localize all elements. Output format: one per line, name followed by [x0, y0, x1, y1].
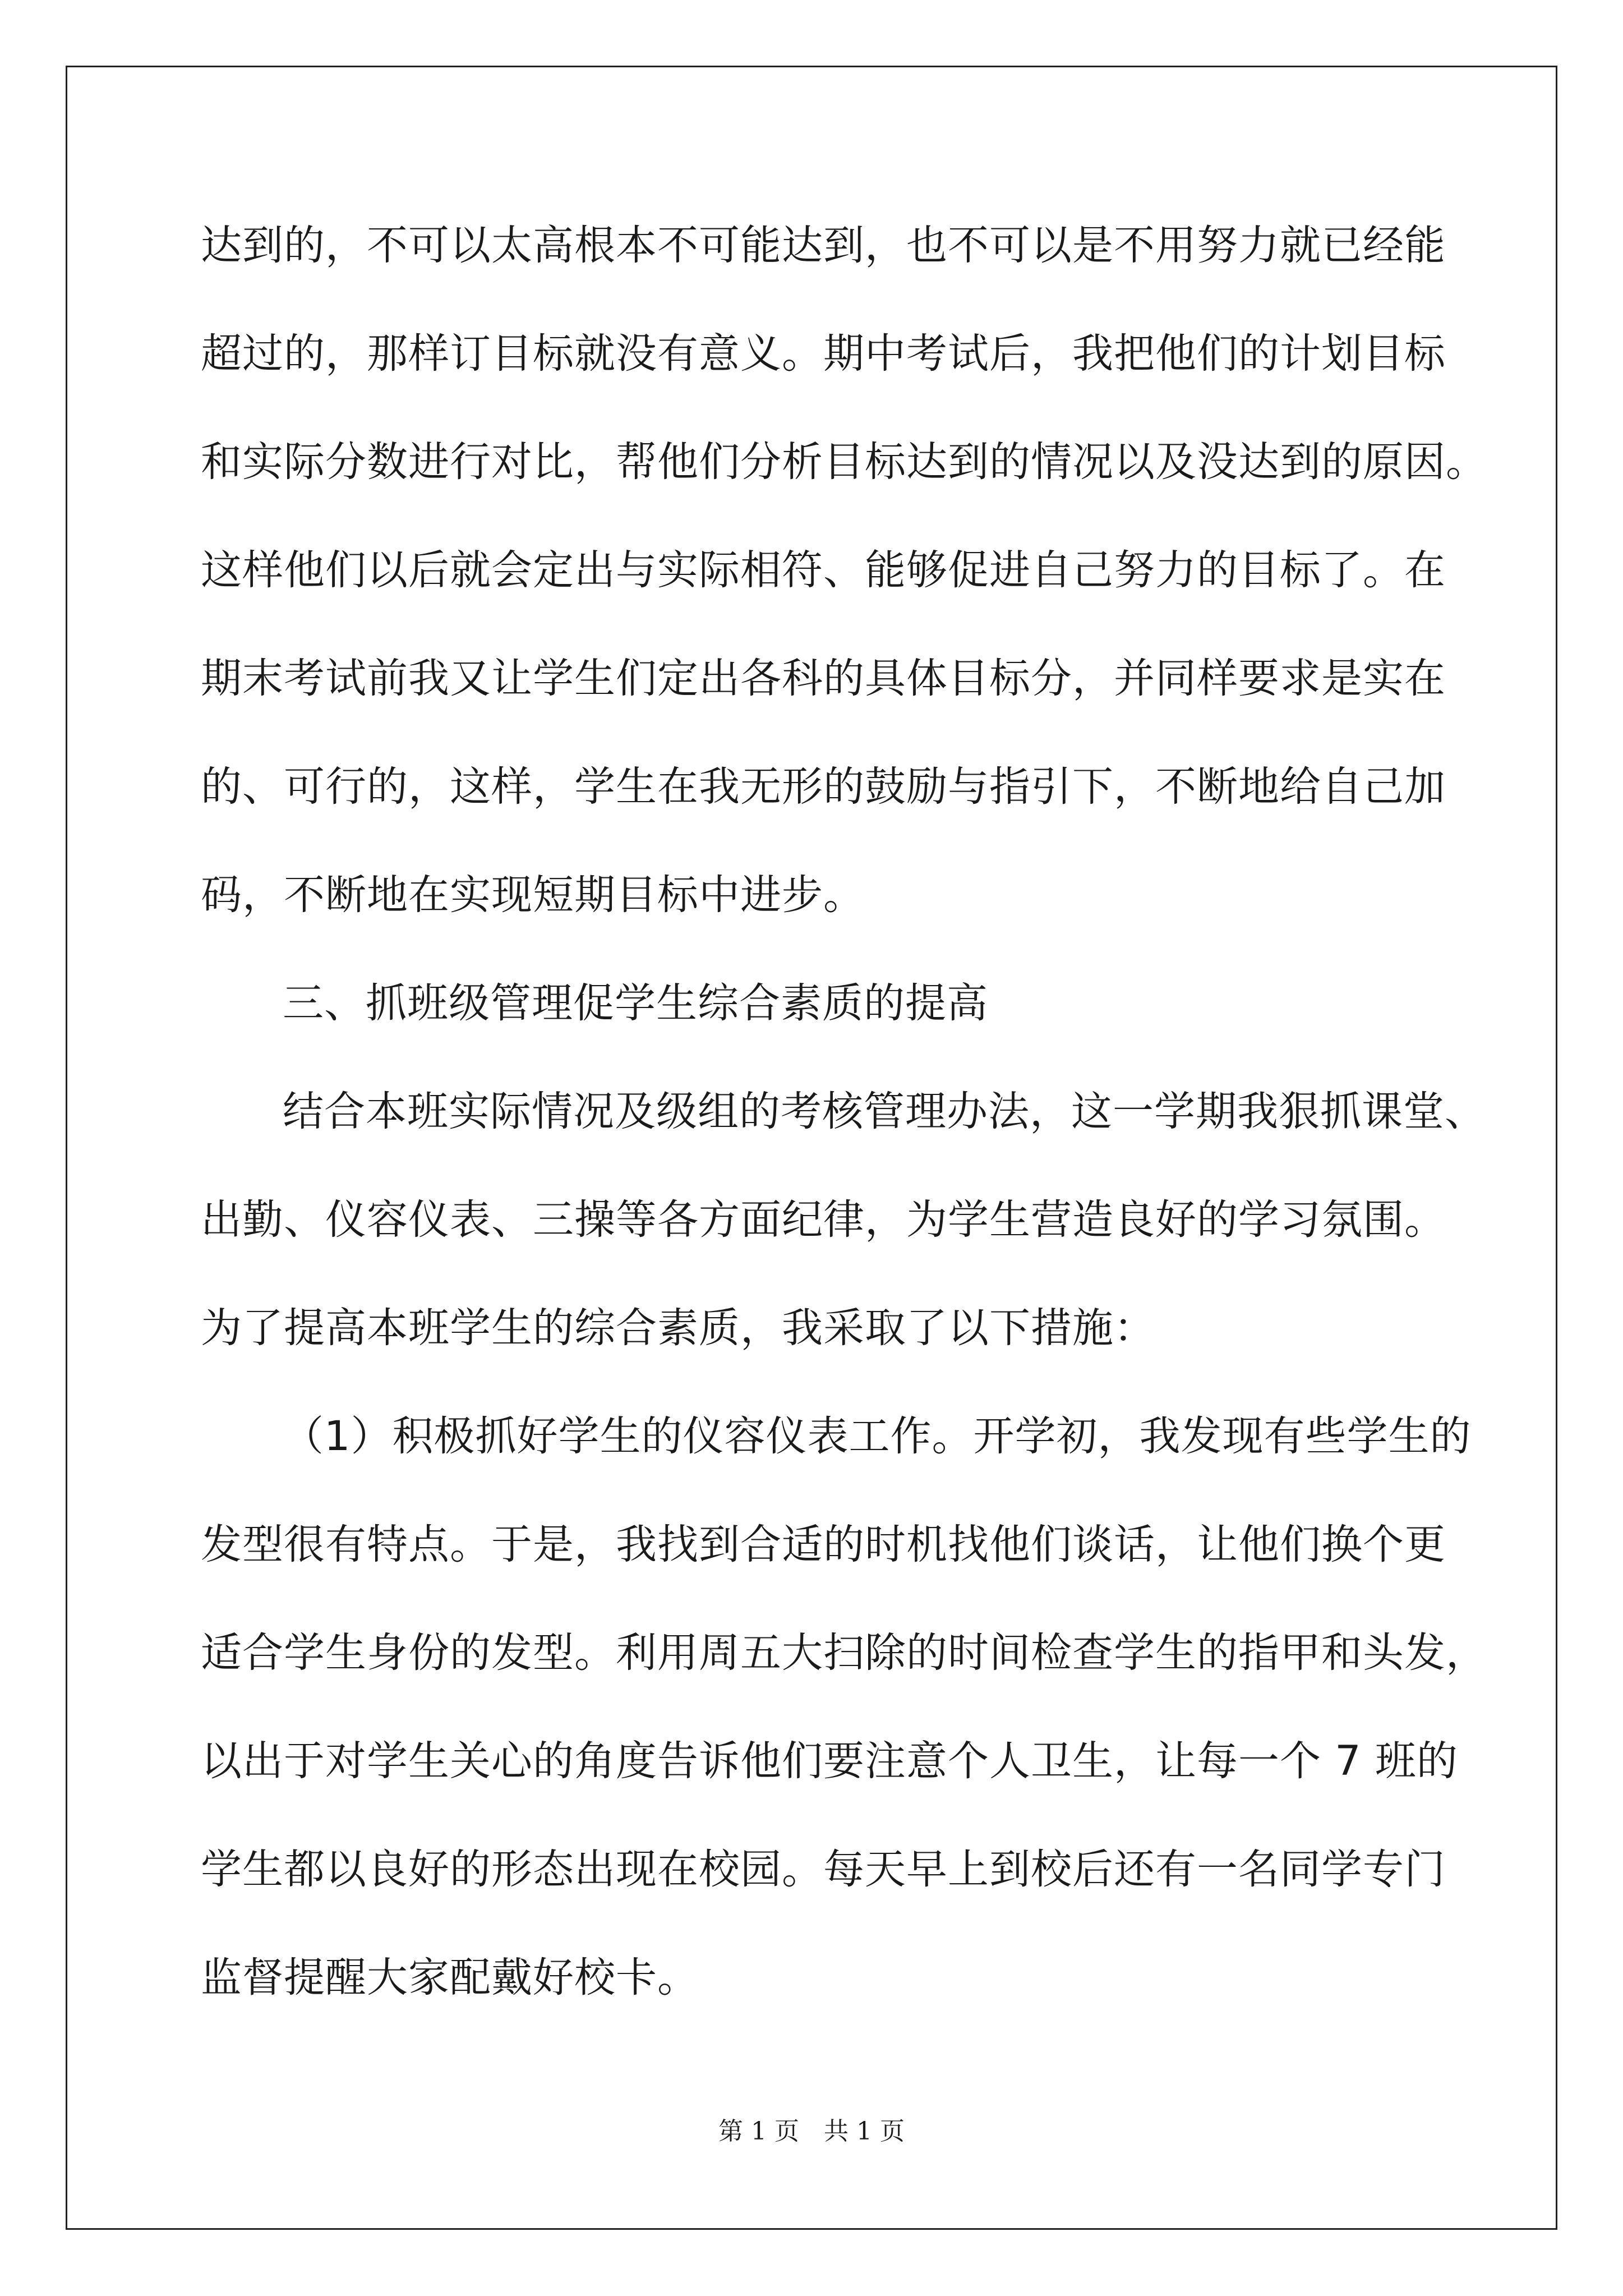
page-number: 第 1 页 共 1 页: [718, 2117, 905, 2146]
text-line: 发型很有特点。于是，我找到合适的时机找他们谈话，让他们换个更: [201, 1521, 1446, 1568]
text-line: 学生都以良好的形态出现在校园。每天早上到校后还有一名同学专门: [201, 1846, 1446, 1893]
text-line: （1）积极抓好学生的仪容仪表工作。开学初，我发现有些学生的: [283, 1412, 1472, 1460]
text-line: 结合本班实际情况及级组的考核管理办法，这一学期我狠抓课堂、: [283, 1088, 1486, 1135]
text-line: 和实际分数进行对比，帮他们分析目标达到的情况以及没达到的原因。: [201, 438, 1487, 486]
text-line: 为了提高本班学生的综合素质，我采取了以下措施：: [201, 1304, 1155, 1352]
section-heading: 三、抓班级管理促学生综合素质的提高: [283, 979, 988, 1027]
text-line: 达到的，不可以太高根本不可能达到，也不可以是不用努力就已经能: [201, 222, 1446, 269]
text-line: 监督提醒大家配戴好校卡。: [201, 1954, 699, 2001]
text-line: 出勤、仪容仪表、三操等各方面纪律，为学生营造良好的学习氛围。: [201, 1196, 1446, 1244]
text-line: 超过的，那样订目标就没有意义。期中考试后，我把他们的计划目标: [201, 330, 1446, 378]
text-line: 这样他们以后就会定出与实际相符、能够促进自己努力的目标了。在: [201, 546, 1446, 594]
text-line: 以出于对学生关心的角度告诉他们要注意个人卫生，让每一个 7 班的: [201, 1737, 1458, 1785]
text-line: 适合学生身份的发型。利用周五大扫除的时间检查学生的指甲和头发，: [201, 1629, 1487, 1677]
page-border: [66, 66, 1557, 2230]
text-line: 的、可行的，这样，学生在我无形的鼓励与指引下，不断地给自己加: [201, 763, 1446, 811]
text-line: 码，不断地在实现短期目标中进步。: [201, 871, 865, 919]
text-line: 期末考试前我又让学生们定出各科的具体目标分，并同样要求是实在: [201, 655, 1446, 702]
